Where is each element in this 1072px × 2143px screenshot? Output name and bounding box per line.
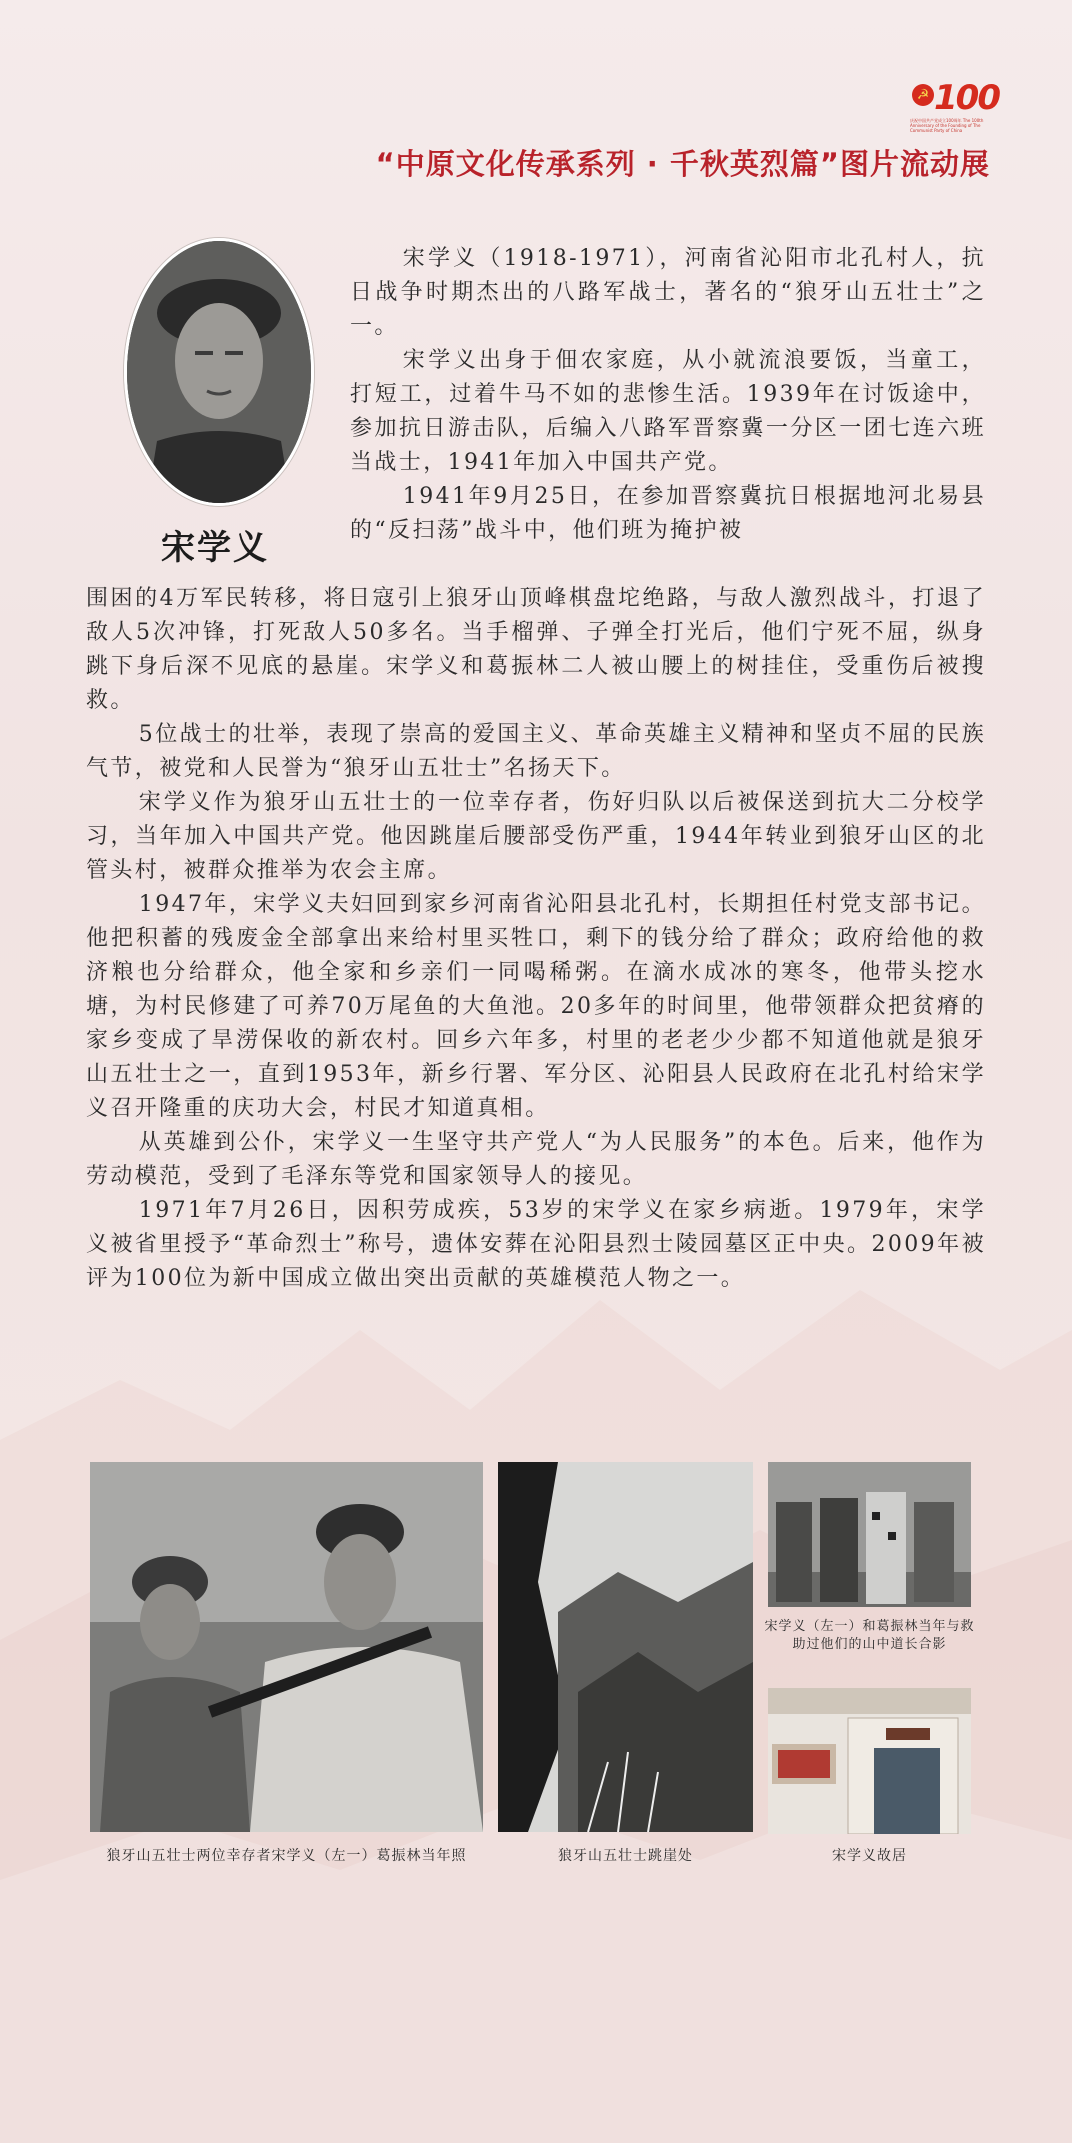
- paragraph-service: 从英雄到公仆，宋学义一生坚守共产党人“为人民服务”的本色。后来，他作为劳动模范，受到了毛泽东等党和国家领导人的接见。: [86, 1130, 986, 1189]
- paragraph-early-life: 宋学义出身于佃农家庭，从小就流浪要饭，当童工，打短工，过着牛马不如的悲惨生活。1939年在讨饭途中，参加抗日游击队，后编入八路军晋察冀一分区一团七连六班当战士，1941年加入中国共产党。: [350, 348, 986, 475]
- survivors-photo: [90, 1462, 483, 1832]
- paragraph-battle-start: 1941年9月25日，在参加晋察冀抗日根据地河北易县的“反扫荡”战斗中，他们班为掩护被: [350, 484, 986, 543]
- paragraph-honor: 5位战士的壮举，表现了崇高的爱国主义、革命英雄主义精神和坚贞不屈的民族气节，被党和人民誉为“狼牙山五壮士”名扬天下。: [86, 722, 986, 781]
- logo-caption: 庆祝中国共产党成立100周年 The 100th Anniversary of the Founding of The Communist Party of China: [910, 118, 984, 133]
- cliff-photo: [498, 1462, 753, 1832]
- paragraph-death: 1971年7月26日，因积劳成疾，53岁的宋学义在家乡病逝。1979年，宋学义被省里授予“革命烈士”称号，遗体安葬在沁阳县烈士陵园墓区正中央。2009年被评为100位为新中国成立做出突出贡献的英雄模范人物之一。: [86, 1198, 986, 1291]
- logo-number: 100: [934, 78, 999, 118]
- paragraph-battle: 围困的4万军民转移，将日寇引上狼牙山顶峰棋盘坨绝路，与敌人激烈战斗，打退了敌人5次冲锋，打死敌人50多名。当手榴弹、子弹全打光后，他们宁死不屈，纵身跳下身后深不见底的悬崖。宋学义和葛振林二人被山腰上的树挂住，受重伤后被搜救。: [86, 586, 986, 713]
- survivors-caption: 狼牙山五壮士两位幸存者宋学义（左一）葛振林当年照: [106, 1848, 467, 1864]
- cliff-caption: 狼牙山五壮士跳崖处: [558, 1848, 693, 1864]
- hammer-sickle-icon: ☭: [912, 84, 934, 106]
- exhibition-title: “中原文化传承系列 · 千秋英烈篇”图片流动展: [375, 147, 990, 181]
- portrait-photo: [124, 238, 314, 506]
- paragraph-intro: 宋学义（1918-1971），河南省沁阳市北孔村人，抗日战争时期杰出的八路军战士，著名的“狼牙山五壮士”之一。: [350, 246, 986, 339]
- hero-name: 宋学义: [161, 528, 269, 568]
- group-caption: 宋学义（左一）和葛振林当年与救助过他们的山中道长合影: [764, 1619, 975, 1652]
- former-residence-caption: 宋学义故居: [832, 1848, 907, 1864]
- former-residence-photo: [768, 1688, 971, 1834]
- paragraph-hometown: 1947年，宋学义夫妇回到家乡河南省沁阳县北孔村，长期担任村党支部书记。他把积蓄的残废金全部拿出来给村里买牲口，剩下的钱分给了群众；政府给他的救济粮也分给群众，他全家和乡亲们一同喝稀粥。在滴水成冰的寒冬，他带头挖水塘，为村民修建了可养70万尾鱼的大鱼池。20多年的时间里，他带领群众把贫瘠的家乡变成了旱涝保收的新农村。回乡六年多，村里的老老少少都不知道他就是狼牙山五壮士之一，直到1953年，新乡行署、军分区、沁阳县人民政府在北孔村给宋学义召开隆重的庆功大会，村民才知道真相。: [86, 892, 986, 1121]
- biography-main: [86, 582, 986, 1296]
- paragraph-survivor: 宋学义作为狼牙山五壮士的一位幸存者，伤好归队以后被保送到抗大二分校学习，当年加入中国共产党。他因跳崖后腰部受伤严重，1944年转业到狼牙山区的北管头村，被群众推举为农会主席。: [86, 790, 986, 883]
- party-centenary-logo: [910, 78, 999, 136]
- group-photo: [768, 1462, 971, 1607]
- biography-top: [350, 242, 986, 548]
